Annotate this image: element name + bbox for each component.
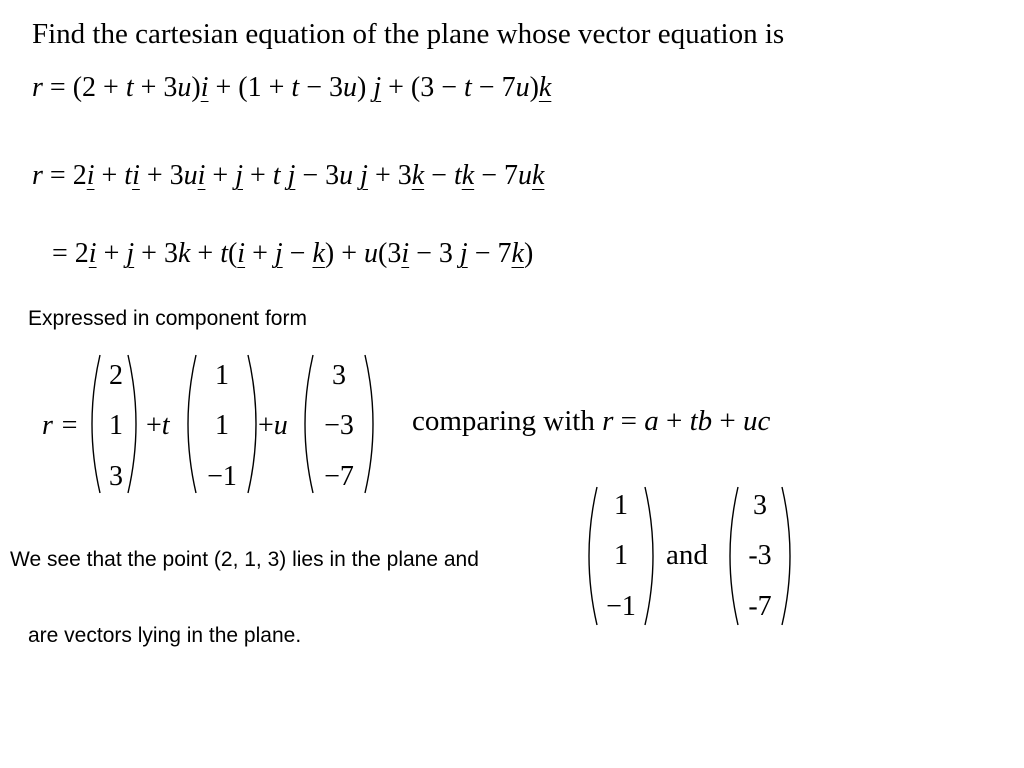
- vec-2-left-paren: [730, 487, 738, 625]
- vec-1-right-paren: [645, 487, 653, 625]
- vec-2-entry: 3: [753, 490, 767, 521]
- grouped-equation: = 2i + j + 3k + t(i + j − k) + u(3i − 3 j − 7k): [52, 238, 534, 269]
- vec-a-left-paren: [92, 355, 100, 493]
- vec-a-right-paren: [128, 355, 136, 493]
- vec-1-entry: −1: [606, 591, 636, 622]
- unit-vector-k: k: [538, 72, 552, 103]
- vec-a-entry: 3: [109, 461, 123, 492]
- vec-a-entry: 1: [109, 410, 123, 441]
- vec-c-entry: −3: [324, 410, 354, 441]
- vec-1-entry: 1: [614, 540, 628, 571]
- unit-vector-j: j: [373, 72, 382, 103]
- plus-u: +u: [258, 410, 288, 441]
- vec-b-left-paren: [188, 355, 196, 493]
- vector-equation: r = (2 + t + 3u)i + (1 + t − 3u) j + (3 − t − 7u)k: [32, 72, 552, 103]
- vec-c-entry: −7: [324, 461, 354, 492]
- vec-b-entry: 1: [215, 410, 229, 441]
- vec-1-left-paren: [589, 487, 597, 625]
- and-word: and: [666, 539, 708, 571]
- vec-2-right-paren: [782, 487, 790, 625]
- vec-c-entry: 3: [332, 360, 346, 391]
- vec-b-right-paren: [248, 355, 256, 493]
- vec-c-right-paren: [365, 355, 373, 493]
- expanded-equation: r = 2i + ti + 3ui + j + t j − 3u j + 3k − tk − 7uk: [32, 160, 545, 191]
- vec-1-entry: 1: [614, 490, 628, 521]
- eq1-r: r: [32, 72, 43, 103]
- vec-b-entry: −1: [207, 461, 237, 492]
- problem-title: Find the cartesian equation of the plane whose vector equation is: [32, 18, 785, 50]
- comparing-statement: comparing with r = a + tb + uc: [412, 405, 771, 437]
- unit-vector-i: i: [200, 72, 209, 103]
- vec-b-entry: 1: [215, 360, 229, 391]
- component-form-label: Expressed in component form: [28, 307, 307, 330]
- vec-2-entry: -3: [748, 540, 772, 571]
- conclusion-line-2: are vectors lying in the plane.: [28, 624, 302, 647]
- vec-c-left-paren: [305, 355, 313, 493]
- vec-2-entry: -7: [748, 591, 772, 622]
- plus-t: +t: [146, 410, 170, 441]
- vec-a-entry: 2: [109, 360, 123, 391]
- component-lhs: r =: [42, 410, 79, 441]
- conclusion-line-1: We see that the point (2, 1, 3) lies in the plane and: [10, 548, 479, 571]
